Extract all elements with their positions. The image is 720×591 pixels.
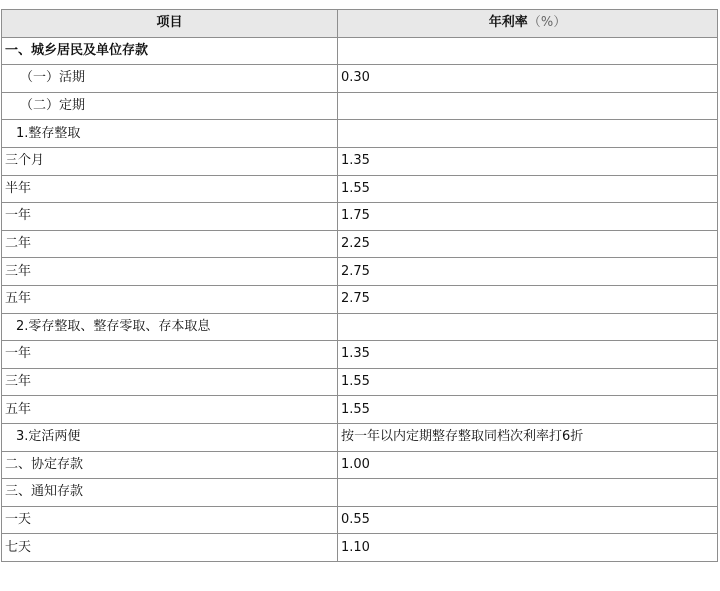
row-rate: 1.00: [338, 451, 718, 479]
table-row: [2, 423, 718, 451]
row-rate: 按一年以内定期整存整取同档次利率打6折: [338, 423, 718, 451]
table-row: [2, 479, 718, 507]
table-row: [2, 37, 718, 65]
table-header-row: [2, 10, 718, 38]
row-item: 一、城乡居民及单位存款: [2, 37, 338, 65]
row-rate: 1.55: [338, 368, 718, 396]
row-rate: 2.75: [338, 258, 718, 286]
row-item: 三年: [2, 368, 338, 396]
table-row: [2, 230, 718, 258]
row-item: 2.零存整取、整存零取、存本取息: [2, 313, 338, 341]
header-rate-paren-open: （: [527, 15, 541, 31]
row-rate: 2.25: [338, 230, 718, 258]
table-row: [2, 203, 718, 231]
row-item: 1.整存整取: [2, 120, 338, 148]
row-rate: 1.10: [338, 534, 718, 562]
row-item: 二年: [2, 230, 338, 258]
row-rate: 1.35: [338, 147, 718, 175]
row-item: 三个月: [2, 147, 338, 175]
row-item: 五年: [2, 285, 338, 313]
table-row: [2, 285, 718, 313]
table-row: [2, 368, 718, 396]
row-item: 三年: [2, 258, 338, 286]
row-item: 七天: [2, 534, 338, 562]
table-row: [2, 92, 718, 120]
row-item: 一年: [2, 341, 338, 369]
table-row: [2, 120, 718, 148]
table-row: [2, 341, 718, 369]
row-rate: [338, 120, 718, 148]
deposit-rate-table: [1, 9, 718, 562]
header-rate-label: 年利率: [488, 15, 528, 31]
row-item: （二）定期: [2, 92, 338, 120]
table-row: [2, 451, 718, 479]
row-item: 五年: [2, 396, 338, 424]
row-item: 一天: [2, 506, 338, 534]
table-row: [2, 313, 718, 341]
deposit-rate-table-container: [0, 9, 720, 562]
row-rate: 1.35: [338, 341, 718, 369]
table-row: [2, 175, 718, 203]
header-rate-unit: %: [540, 15, 554, 31]
row-rate: 1.55: [338, 396, 718, 424]
row-rate: 0.55: [338, 506, 718, 534]
row-rate: 2.75: [338, 285, 718, 313]
row-rate: [338, 313, 718, 341]
table-row: [2, 534, 718, 562]
row-rate: 0.30: [338, 65, 718, 93]
row-item: 3.定活两便: [2, 423, 338, 451]
header-rate-paren-close: ）: [553, 15, 567, 31]
row-item: 半年: [2, 175, 338, 203]
row-item: （一）活期: [2, 65, 338, 93]
table-row: [2, 147, 718, 175]
row-item: 一年: [2, 203, 338, 231]
row-rate: 1.55: [338, 175, 718, 203]
table-row: [2, 506, 718, 534]
table-row: [2, 258, 718, 286]
table-row: [2, 65, 718, 93]
header-annual-rate: [338, 10, 718, 38]
row-rate: 1.75: [338, 203, 718, 231]
row-rate: [338, 479, 718, 507]
header-item: 项目: [2, 10, 338, 38]
row-item: 二、协定存款: [2, 451, 338, 479]
row-rate: [338, 37, 718, 65]
row-rate: [338, 92, 718, 120]
row-item: 三、通知存款: [2, 479, 338, 507]
table-row: [2, 396, 718, 424]
